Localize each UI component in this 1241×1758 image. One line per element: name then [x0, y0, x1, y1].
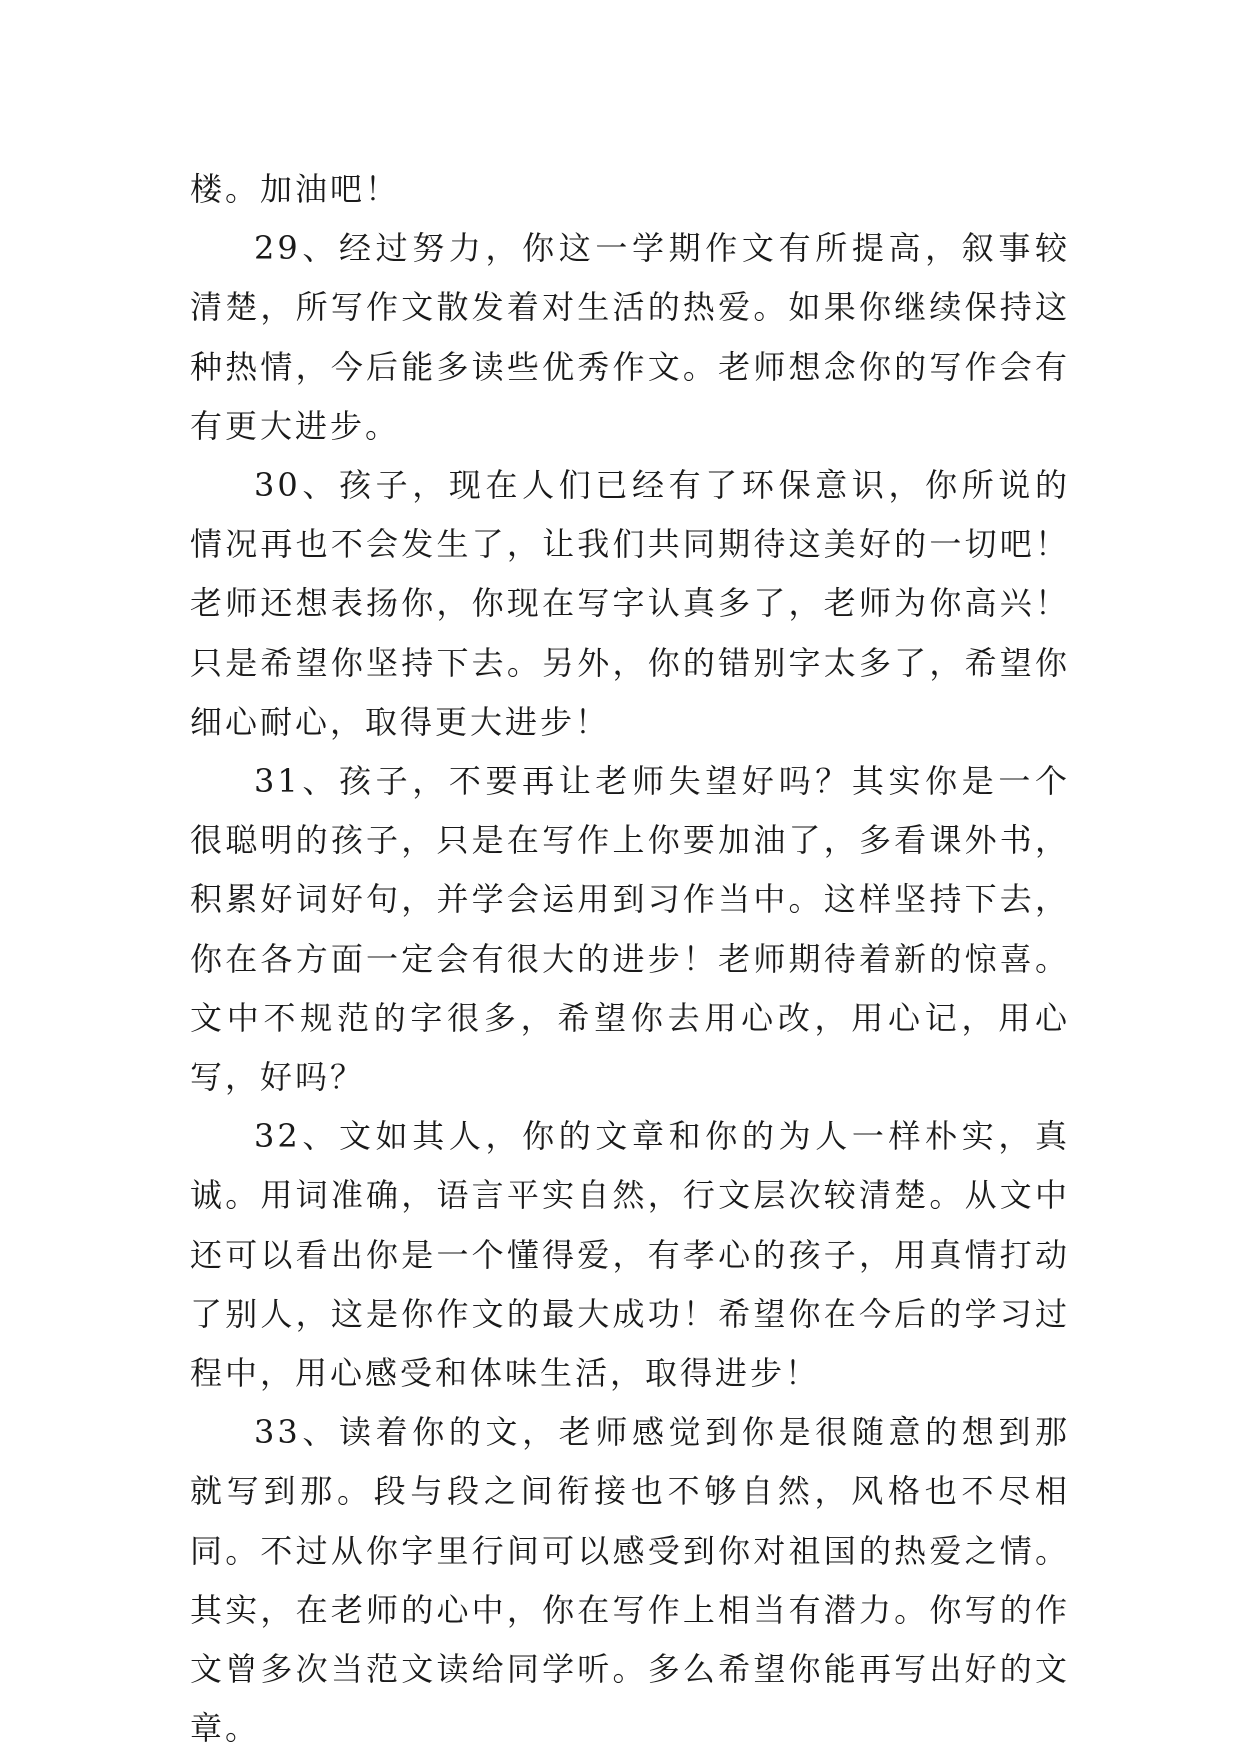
body-text	[190, 160, 1070, 1758]
paragraph-30: 30、孩子，现在人们已经有了环保意识，你所说的情况再也不会发生了，让我们共同期待这美好的一切吧！老师还想表扬你，你现在写字认真多了，老师为你高兴！只是希望你坚持下去。另外，你的错别字太多了，希望你细心耐心，取得更大进步！	[190, 466, 1070, 741]
paragraph-continuation: 楼。加油吧！	[190, 170, 401, 208]
paragraph-33: 33、读着你的文，老师感觉到你是很随意的想到那就写到那。段与段之间衔接也不够自然，风格也不尽相同。不过从你字里行间可以感受到你对祖国的热爱之情。其实，在老师的心中，你在写作上相当有潜力。你写的作文曾多次当范文读给同学听。多么希望你能再写出好的文章。	[190, 1413, 1070, 1748]
paragraph-31: 31、孩子，不要再让老师失望好吗？其实你是一个很聪明的孩子，只是在写作上你要加油了，多看课外书，积累好词好句，并学会运用到习作当中。这样坚持下去，你在各方面一定会有很大的进步！老师期待着新的惊喜。文中不规范的字很多，希望你去用心改，用心记，用心写，好吗？	[190, 762, 1070, 1097]
paragraph-29: 29、经过努力，你这一学期作文有所提高，叙事较清楚，所写作文散发着对生活的热爱。如果你继续保持这种热情，今后能多读些优秀作文。老师想念你的写作会有有更大进步。	[190, 229, 1070, 445]
paragraph-32: 32、文如其人，你的文章和你的为人一样朴实，真诚。用词准确，语言平实自然，行文层次较清楚。从文中还可以看出你是一个懂得爱，有孝心的孩子，用真情打动了别人，这是你作文的最大成功！希望你在今后的学习过程中，用心感受和体味生活，取得进步！	[190, 1117, 1070, 1393]
